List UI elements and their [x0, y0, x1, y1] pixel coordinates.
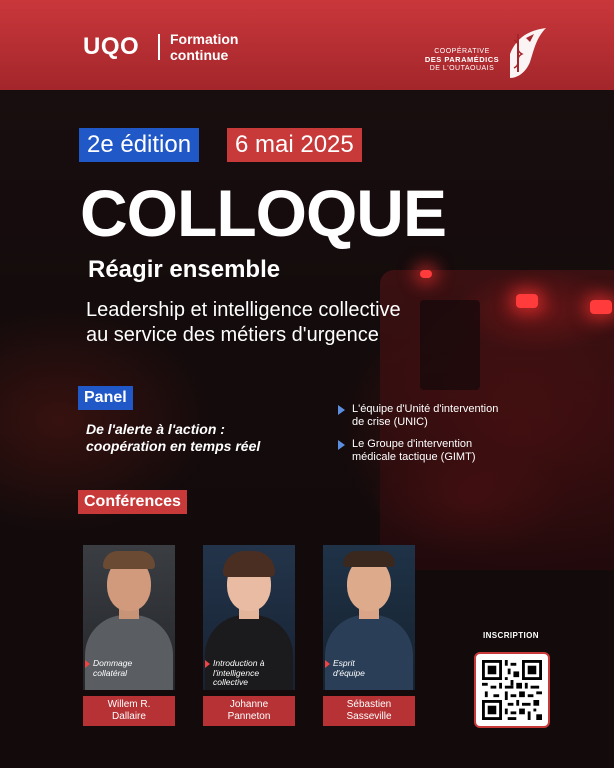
- speaker-name: [323, 696, 415, 726]
- speaker-name: [203, 696, 295, 726]
- qr-code[interactable]: [474, 652, 550, 728]
- speaker-card[interactable]: [323, 545, 415, 726]
- speaker-photo: [203, 545, 295, 690]
- speaker-card[interactable]: [203, 545, 295, 726]
- arrow-bullet-icon: [85, 660, 90, 668]
- name-line2: Sasseville: [346, 711, 392, 722]
- formation-line2: continue: [170, 47, 229, 63]
- arrow-bullet-icon: [325, 660, 330, 668]
- name-line1: Johanne: [229, 699, 269, 710]
- arrow-bullet-icon: [338, 440, 345, 450]
- coop-line2-bold: DES PARAMÉDICS: [424, 55, 500, 64]
- panel-title-line2: coopération en temps réel: [86, 438, 261, 454]
- ambulance-light: [590, 300, 612, 314]
- topic-line1: Esprit: [333, 658, 355, 668]
- coop-line1: COOPÉRATIVE: [434, 48, 490, 55]
- photo-hair: [343, 551, 395, 567]
- ambulance-light: [420, 270, 432, 278]
- speaker-photo: [83, 545, 175, 690]
- panel-title-line1: De l'alerte à l'action :: [86, 421, 225, 437]
- panel-item-text: [352, 438, 538, 464]
- topic-line1: Dommage: [93, 658, 133, 668]
- panel-label: Panel: [78, 386, 133, 410]
- panel-item-line2: de crise (UNIC): [352, 416, 428, 428]
- coop-line2: [418, 56, 506, 65]
- arrow-bullet-icon: [338, 405, 345, 415]
- tagline-line1: Leadership et intelligence collective: [86, 299, 401, 321]
- ambulance-light: [516, 294, 538, 308]
- page-subtitle: Réagir ensemble: [88, 256, 281, 283]
- photo-body: [325, 615, 413, 690]
- uqo-logo[interactable]: UQO: [83, 33, 140, 60]
- speaker-photo: [323, 545, 415, 690]
- photo-hair: [223, 551, 275, 577]
- arrow-bullet-icon: [205, 660, 210, 668]
- speaker-name: [83, 696, 175, 726]
- inscription-label: INSCRIPTION: [483, 631, 539, 640]
- conferences-label: Conférences: [78, 490, 187, 514]
- edition-badge: 2e édition: [79, 128, 199, 162]
- panel-title: [86, 421, 326, 455]
- date-badge: 6 mai 2025: [227, 128, 362, 162]
- tagline-line2: au service des métiers d'urgence: [86, 324, 379, 346]
- speaker-topic: [213, 659, 289, 688]
- tagline: [86, 298, 401, 348]
- topic-line3: collective: [213, 677, 248, 687]
- photo-body: [85, 615, 173, 690]
- topic-line1: Introduction à: [213, 658, 265, 668]
- panel-item: [338, 438, 538, 464]
- header-bar: [0, 0, 614, 90]
- speaker-card[interactable]: [83, 545, 175, 726]
- panel-item: [338, 403, 538, 429]
- panel-item-text: [352, 403, 538, 429]
- speaker-topic: [93, 659, 169, 678]
- panel-item-line1: L'équipe d'Unité d'intervention: [352, 403, 499, 415]
- photo-hair: [103, 551, 155, 569]
- formation-continue-label: [170, 31, 238, 63]
- ambulance-window: [420, 300, 480, 390]
- formation-line1: Formation: [170, 31, 239, 47]
- name-line1: Willem R.: [107, 699, 151, 710]
- name-line2: Dallaire: [112, 711, 146, 722]
- coop-name: [418, 48, 506, 73]
- topic-line2: d'équipe: [333, 667, 365, 678]
- logo-separator: [158, 34, 160, 60]
- coop-line3: DE L'OUTAOUAIS: [429, 65, 495, 72]
- topic-line2: l'intelligence: [213, 667, 260, 678]
- name-line1: Sébastien: [346, 699, 392, 710]
- topic-line2: collatéral: [93, 667, 128, 678]
- panel-item-line1: Le Groupe d'intervention: [352, 438, 473, 450]
- speaker-topic: [333, 659, 409, 678]
- qr-code-image: [482, 660, 542, 720]
- panel-item-line2: médicale tactique (GIMT): [352, 451, 476, 463]
- page-title: COLLOQUE: [80, 176, 446, 250]
- name-line2: Panneton: [227, 711, 271, 722]
